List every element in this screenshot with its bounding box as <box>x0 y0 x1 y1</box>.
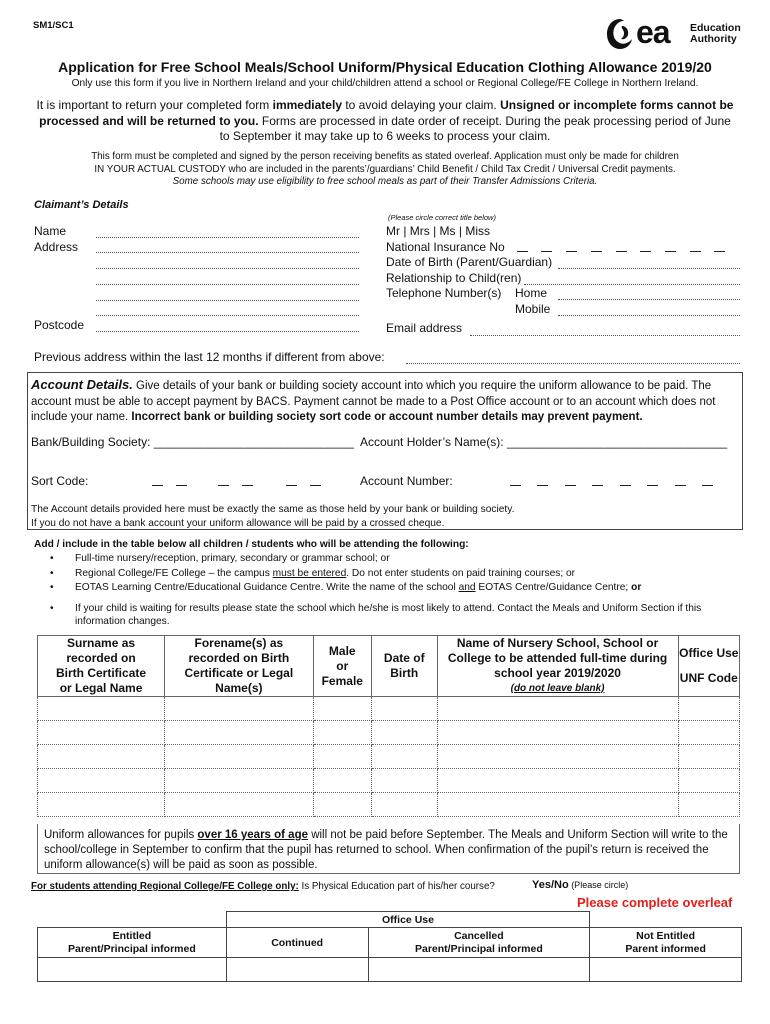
email-label: Email address <box>386 321 463 335</box>
name-label: Name <box>34 224 67 238</box>
logo-mark: ea <box>636 14 670 50</box>
table-row <box>38 745 740 769</box>
dob-label: Date of Birth (Parent/Guardian) <box>386 255 553 269</box>
mobile-phone-field[interactable] <box>558 315 740 316</box>
col-office-use: Office Use UNF Code <box>678 636 739 697</box>
address-field-5[interactable] <box>96 315 359 316</box>
address-field-1[interactable] <box>96 252 359 253</box>
pe-yes-no[interactable]: Yes/No (Please circle) <box>532 879 629 891</box>
title-options[interactable]: Mr | Mrs | Ms | Miss <box>386 224 490 238</box>
postcode-label: Postcode <box>34 318 85 332</box>
title-circle-note: (Please circle correct title below) <box>388 213 496 222</box>
office-cancelled: Cancelled Parent/Principal informed <box>368 928 590 958</box>
pe-question: For students attending Regional College/FE College only: Is Physical Education part of his/her course? <box>31 881 495 892</box>
col-forename: Forename(s) as recorded on Birth Certificate or Legal Name(s) <box>165 636 314 697</box>
postcode-field[interactable] <box>96 331 359 332</box>
office-use-table <box>37 911 742 982</box>
telephone-label: Telephone Number(s) <box>386 286 502 300</box>
account-intro: Account Details. Give details of your bank or building society account into which you require the uniform allowance to be paid. The account must be able to accept payment by BACS. Payment cannot be made to a Post Office account or to an account which does not include your name. Incorrect bank or building society sort code or account number details may prevent payment. <box>31 377 716 423</box>
notice-text: It is important to return your completed form immediately to avoid delaying your claim. Unsigned or incomplete forms cannot be processed and will be returned to you. Forms are processed in date order of receipt. During the peak processing period of June to September it may take up to 6 weeks to process your claim. <box>36 98 734 143</box>
office-continued: Continued <box>226 928 368 958</box>
home-phone-label: Home <box>515 286 548 300</box>
bullet-item: • Regional College/FE College – the campus must be entered. Do not enter students on paid training courses; or <box>50 567 576 579</box>
address-field-3[interactable] <box>96 284 359 285</box>
office-use-heading: Office Use <box>226 912 589 928</box>
children-bullets <box>50 552 750 629</box>
bullet-item: • Full-time nursery/reception, primary, secondary or grammar school; or <box>50 553 390 564</box>
mobile-phone-label: Mobile <box>515 302 551 316</box>
address-field-2[interactable] <box>96 268 359 269</box>
col-sex: Male or Female <box>313 636 371 697</box>
logo-org-name: Education Authority <box>690 22 741 45</box>
office-not-entitled: Not Entitled Parent informed <box>590 928 742 958</box>
ea-logo <box>606 14 746 52</box>
sort-code-label: Sort Code: <box>31 474 89 488</box>
previous-address-label: Previous address within the last 12 months if different from above: <box>34 350 385 364</box>
children-heading: Add / include in the table below all children / students who will be attending the following: <box>34 539 469 550</box>
bank-name-field[interactable]: Bank/Building Society: ______________________________ <box>31 435 354 449</box>
address-field-4[interactable] <box>96 300 359 301</box>
email-field[interactable] <box>470 335 740 336</box>
ea-swirl-icon <box>606 18 634 50</box>
ni-label: National Insurance No <box>386 240 505 254</box>
col-school: Name of Nursery School, School or College to be attended full-time during school year 2019/2020 (do not leave blank) <box>437 636 678 697</box>
bullet-item: • If your child is waiting for results please state the school which he/she is most likely to attend. Contact the Meals and Uniform Section if this information changes. <box>50 602 702 627</box>
form-code: SM1/SC1 <box>33 20 74 31</box>
account-notes: The Account details provided here must be exactly the same as those held by your bank or building society. If you do not have a bank account your uniform allowance will be paid by a crossed cheque. <box>31 504 515 529</box>
address-label: Address <box>34 240 79 254</box>
claimant-heading: Claimant’s Details <box>34 199 129 211</box>
form-subtitle: Only use this form if you live in Northern Ireland and your child/children attend a school or Regional College/FE College in Northern Ireland. <box>71 78 699 89</box>
home-phone-field[interactable] <box>558 299 740 300</box>
table-row <box>38 697 740 721</box>
col-surname: Surname as recorded on Birth Certificate or Legal Name <box>38 636 165 697</box>
account-holder-field[interactable]: Account Holder’s Name(s): _________________________________ <box>360 435 728 449</box>
table-header-row <box>38 636 740 697</box>
previous-address-field[interactable] <box>406 363 740 364</box>
table-row <box>38 769 740 793</box>
form-title: Application for Free School Meals/School Uniform/Physical Education Clothing Allowance 2019/20 <box>58 59 712 75</box>
relationship-label: Relationship to Child(ren) <box>386 271 522 285</box>
table-row <box>38 793 740 817</box>
bullet-item: • EOTAS Learning Centre/Educational Guidance Centre. Write the name of the school and EOTAS Centre/Guidance Centre; or <box>50 582 642 593</box>
col-dob: Date of Birth <box>371 636 437 697</box>
account-number-label: Account Number: <box>360 474 453 488</box>
dob-field[interactable] <box>558 268 740 269</box>
name-field[interactable] <box>96 237 359 238</box>
office-entitled: Entitled Parent/Principal informed <box>38 928 227 958</box>
instructions: This form must be completed and signed by the person receiving benefits as stated overleaf. Application must only be made for children IN YOUR ACTUAL CUSTODY who are included in the parents’/guardians’ Child Benefit / Child Tax Credit / Universal Credit payments. Some schools may use eligibility to free school meals as part of their Transfer Admissions Criteria. <box>91 151 679 187</box>
uniform-allowance-note: Uniform allowances for pupils over 16 years of age will not be paid before September. The Meals and Uniform Section will write to the school/college in September to confirm that the pupil has returned to school. When confirmation of the pupil’s return is received the uniform allowance(s) will be paid as soon as possible. <box>44 829 728 871</box>
children-table <box>37 635 740 817</box>
complete-overleaf-notice: Please complete overleaf <box>577 895 733 910</box>
relationship-field[interactable] <box>524 284 740 285</box>
table-row <box>38 721 740 745</box>
